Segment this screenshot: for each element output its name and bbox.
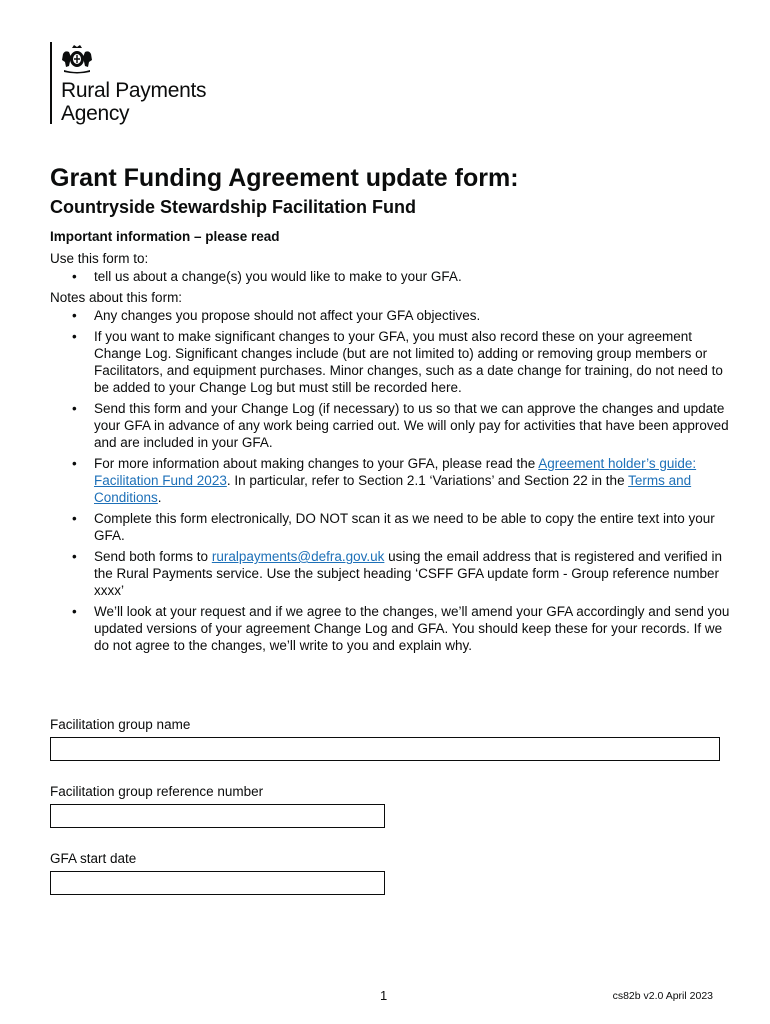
important-information [50,228,730,658]
terms-conditions-link[interactable]: Terms and Conditions [94,473,692,505]
agreement-guide-link[interactable]: Agreement holder’s guide: Facilitation Fund 2023 [94,456,697,488]
list-item: • Complete this form electronically, DO NOT scan it as we need to be able to copy the entire text into your GFA. [94,510,730,544]
note-text: using the email address that is registered and verified in the Rural Payments service. Use the subject heading ‘CSFF GFA update form - Group reference number xxxx’ [94,549,723,598]
use-list [50,268,730,285]
list-item: • tell us about a change(s) you would like to make to your GFA. [94,268,730,285]
notes-intro: Notes about this form: [50,290,183,305]
list-item [94,455,730,506]
note-text: . [157,490,162,505]
note-text: For more information about making changes to your GFA, please read the [94,456,539,471]
list-item: • Any changes you propose should not affect your GFA objectives. [94,307,730,324]
start-date-label: GFA start date [50,851,137,866]
list-item: • Send this form and your Change Log (if necessary) to us so that we can approve the changes and update your GFA in advance of any work being carried out. We will only pay for activities that have been approved and are included in your GFA. [94,400,730,451]
note-text: . In particular, refer to Section 2.1 ‘Variations’ and Section 22 in the [226,473,629,488]
page-title: Grant Funding Agreement update form: [50,164,519,192]
page-subtitle: Countryside Stewardship Facilitation Fund [50,197,417,217]
org-name-line-1: Rural Payments [61,79,207,102]
list-item: • If you want to make significant changes to your GFA, you must also record these on your agreement Change Log. Significant changes include (but are not limited to) adding or removing group members or Facilitators, and equipment purchases. Minor changes, such as a date change for training, do not need to be added to your Change Log but must still be recorded here. [94,328,730,396]
list-item: • We’ll look at your request and if we agree to the changes, we’ll amend your GFA accordingly and send you updated versions of your agreement Change Log and GFA. You should keep these for your records. If we do not agree to the changes, we’ll write to you and explain why. [94,603,730,654]
email-link[interactable]: ruralpayments@defra.gov.uk [211,549,385,564]
page-number: 1 [380,988,388,1003]
logo-divider [50,42,52,124]
note-text: Send both forms to [94,549,212,564]
group-ref-input[interactable] [50,804,385,828]
notes-list [50,307,730,654]
group-name-label: Facilitation group name [50,717,191,732]
list-item [94,548,730,599]
use-intro: Use this form to: [50,251,149,266]
important-heading: Important information – please read [50,229,280,244]
group-name-input[interactable] [50,737,720,761]
document-reference: cs82b v2.0 April 2023 [612,990,713,1002]
org-name-line-2: Agency [61,102,130,125]
start-date-input[interactable] [50,871,385,895]
org-name [61,79,206,125]
group-ref-label: Facilitation group reference number [50,784,264,799]
royal-crest-icon [60,44,94,74]
